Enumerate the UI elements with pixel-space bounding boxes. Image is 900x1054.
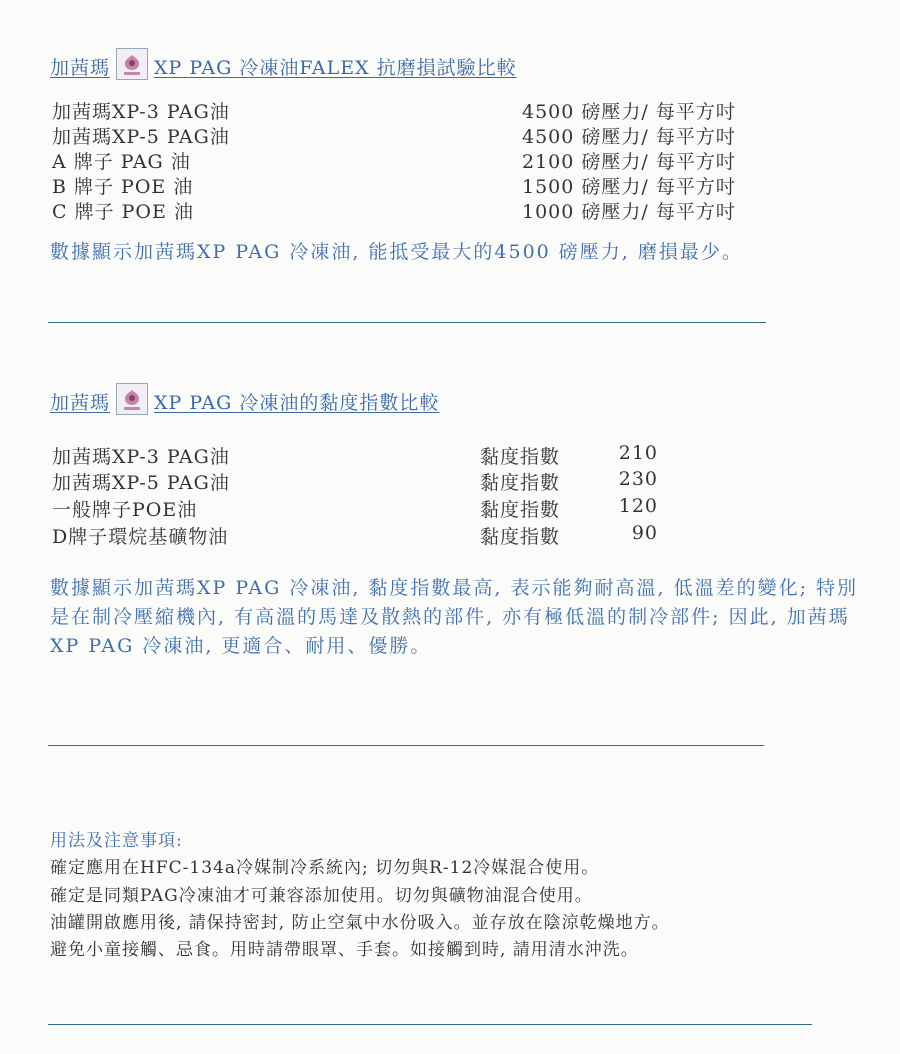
- viscosity-row-label: 黏度指數: [480, 472, 561, 494]
- viscosity-row-label: 黏度指數: [480, 526, 561, 548]
- divider: [48, 745, 764, 746]
- falex-row-value: 2100 磅壓力/ 每平方吋: [522, 151, 736, 173]
- falex-row-name: 加茜瑪XP-3 PAG油: [52, 101, 230, 123]
- falex-row-name: C 牌子 POE 油: [52, 201, 194, 223]
- brand-logo-icon: [116, 48, 148, 80]
- viscosity-row-name: D牌子環烷基礦物油: [52, 526, 229, 548]
- viscosity-row-value: 230: [618, 468, 658, 490]
- falex-row-name: 加茜瑪XP-5 PAG油: [52, 126, 230, 148]
- viscosity-row-name: 加茜瑪XP-5 PAG油: [52, 472, 230, 494]
- viscosity-row-label: 黏度指數: [480, 446, 561, 468]
- usage-line: 避免小童接觸、忌食。用時請帶眼罩、手套。如接觸到時, 請用清水沖洗。: [50, 940, 639, 960]
- viscosity-row-value: 120: [618, 495, 658, 517]
- viscosity-row-name: 一般牌子POE油: [52, 499, 198, 521]
- falex-row-value: 4500 磅壓力/ 每平方吋: [522, 126, 736, 148]
- falex-row-name: B 牌子 POE 油: [52, 176, 194, 198]
- viscosity-row-name: 加茜瑪XP-3 PAG油: [52, 446, 230, 468]
- falex-row-value: 1000 磅壓力/ 每平方吋: [522, 201, 736, 223]
- section1-title-prefix: 加茜瑪: [50, 57, 111, 79]
- section2-title-suffix: XP PAG 冷凍油的黏度指數比較: [154, 392, 440, 414]
- usage-line: 油罐開啟應用後, 請保持密封, 防止空氣中水份吸入。並存放在陰涼乾燥地方。: [50, 913, 670, 933]
- section2-title-prefix: 加茜瑪: [50, 392, 111, 414]
- falex-row-value: 4500 磅壓力/ 每平方吋: [522, 101, 736, 123]
- usage-line: 確定是同類PAG冷凍油才可兼容添加使用。切勿與礦物油混合使用。: [50, 886, 593, 906]
- section1-conclusion: 數據顯示加茜瑪XP PAG 冷凍油, 能抵受最大的4500 磅壓力, 磨損最少。: [50, 241, 743, 263]
- falex-row-name: A 牌子 PAG 油: [52, 151, 191, 173]
- section1-title-suffix: XP PAG 冷凍油FALEX 抗磨損試驗比較: [154, 57, 517, 79]
- brand-logo-icon: [116, 383, 148, 415]
- divider: [48, 322, 766, 323]
- section2-heading: [50, 383, 439, 415]
- section1-heading: [50, 48, 517, 80]
- usage-title: 用法及注意事項:: [50, 831, 183, 851]
- falex-row-value: 1500 磅壓力/ 每平方吋: [522, 176, 736, 198]
- viscosity-row-value: 210: [618, 442, 658, 464]
- viscosity-row-value: 90: [631, 522, 658, 544]
- viscosity-row-label: 黏度指數: [480, 499, 561, 521]
- section2-conclusion: 數據顯示加茜瑪XP PAG 冷凍油, 黏度指數最高, 表示能夠耐高溫, 低溫差的變化; 特別是在制冷壓縮機內, 有高溫的馬達及散熱的部件, 亦有極低溫的制冷部件; 因此, 加茜瑪 XP PAG 冷凍油, 更適合、耐用、優勝。: [50, 577, 859, 657]
- usage-line: 確定應用在HFC-134a冷媒制冷系統內; 切勿與R-12冷媒混合使用。: [50, 858, 600, 878]
- divider: [48, 1024, 812, 1025]
